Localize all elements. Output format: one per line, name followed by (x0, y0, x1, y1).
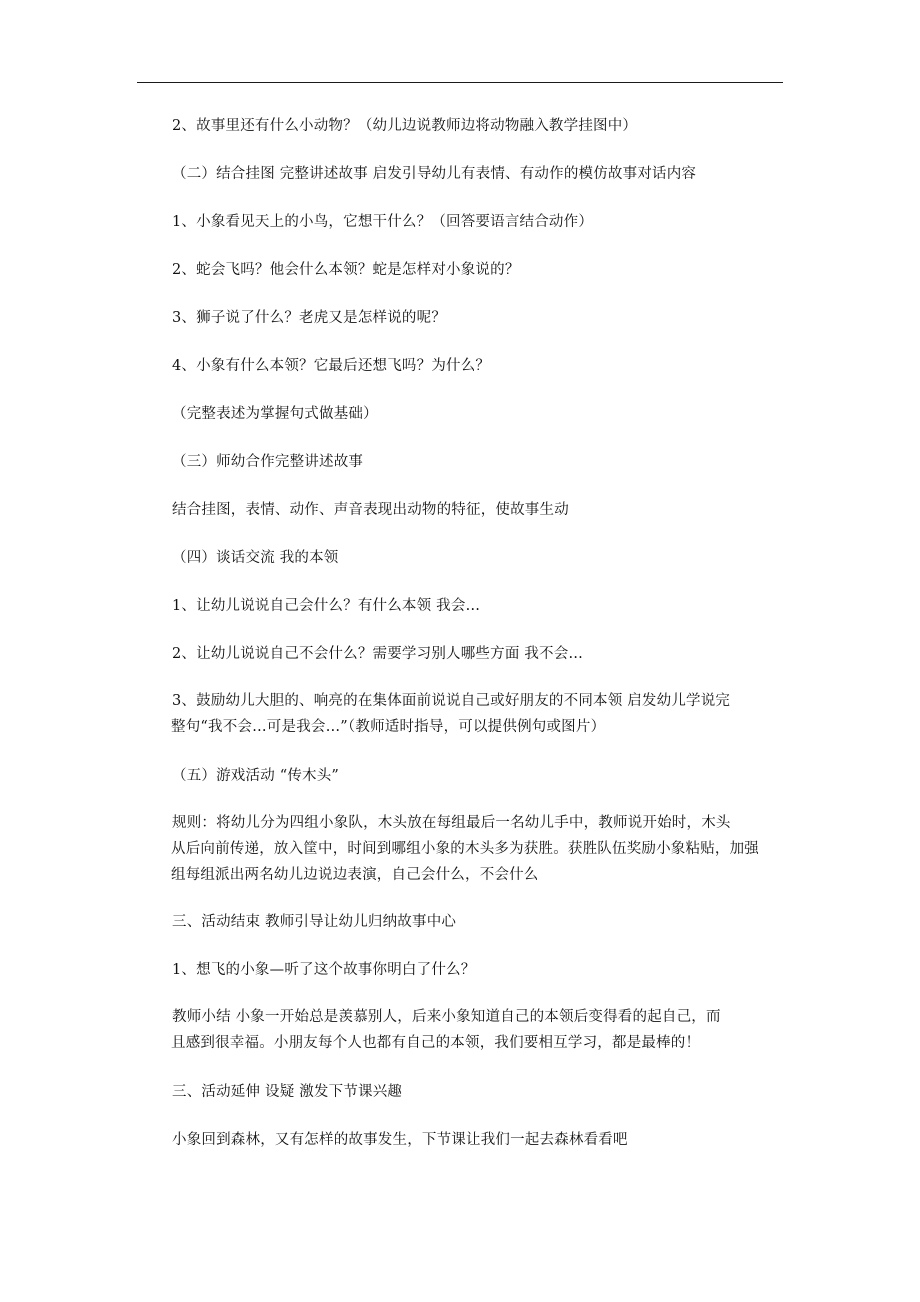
summary-line-1: 教师小结 小象一开始总是羡慕别人，后来小象知道自己的本领后变得看的起自己，而 (172, 1009, 721, 1025)
rules-line-1: 规则：将幼儿分为四组小象队，木头放在每组最后一名幼儿手中，教师说开始时，木头 (172, 815, 731, 831)
header-rule (137, 82, 783, 83)
section-three-heading: （三）师幼合作完整讲述故事 (172, 454, 364, 470)
section-two-heading: （二）结合挂图 完整讲述故事 启发引导幼儿有表情、有动作的模仿故事对话内容 (172, 166, 697, 182)
encourage-line-2: 整句“我不会…可是我会…”（教师适时指导，可以提供例句或图片） (171, 719, 606, 735)
section-end-heading: 三、活动结束 教师引导让幼儿归纳故事中心 (172, 914, 457, 930)
section-five-heading: （五）游戏活动 “传木头” (172, 768, 340, 784)
summary-line-2: 且感到很幸福。小朋友每个人也都有自己的本领，我们要相互学习，都是最棒的！ (171, 1035, 701, 1051)
rules-line-2: 从后向前传递，放入筐中，时间到哪组小象的木头多为获胜。获胜队伍奖励小象粘贴，加强 (171, 841, 759, 857)
question-elephant-bird: 1、小象看见天上的小鸟，它想干什么？（回答要语言结合动作） (172, 214, 594, 230)
question-lion-tiger: 3、狮子说了什么？老虎又是怎样说的呢？ (172, 310, 447, 326)
paragraph-rules (172, 810, 784, 888)
question-end: 1、想飞的小象—听了这个故事你明白了什么？ (172, 962, 476, 978)
question-can-do: 1、让幼儿说说自己会什么？有什么本领 我会… (172, 598, 481, 614)
encourage-line-1: 3、鼓励幼儿大胆的、响亮的在集体面前说说自己或好朋友的不同本领 启发幼儿学说完 (172, 693, 731, 709)
paragraph-summary (172, 1004, 784, 1056)
note-sentence-pattern: （完整表述为掌握句式做基础） (172, 406, 378, 422)
paragraph-storytelling: 结合挂图，表情、动作、声音表现出动物的特征，使故事生动 (172, 502, 569, 518)
question-elephant-skill: 4、小象有什么本领？它最后还想飞吗？为什么？ (172, 358, 491, 374)
question-cannot-do: 2、让幼儿说说自己不会什么？需要学习别人哪些方面 我不会… (172, 646, 584, 662)
paragraph-encourage (172, 688, 784, 740)
paragraph-animals-question: 2、故事里还有什么小动物？（幼儿边说教师边将动物融入教学挂图中） (172, 118, 638, 134)
rules-line-3: 组每组派出两名幼儿边说边表演，自己会什么，不会什么 (171, 867, 539, 883)
paragraph-closing: 小象回到森林，又有怎样的故事发生，下节课让我们一起去森林看看吧 (172, 1132, 628, 1148)
section-extend-heading: 三、活动延伸 设疑 激发下节课兴趣 (172, 1084, 403, 1100)
question-snake: 2、蛇会飞吗？他会什么本领？蛇是怎样对小象说的？ (172, 262, 520, 278)
section-four-heading: （四）谈话交流 我的本领 (172, 550, 339, 566)
